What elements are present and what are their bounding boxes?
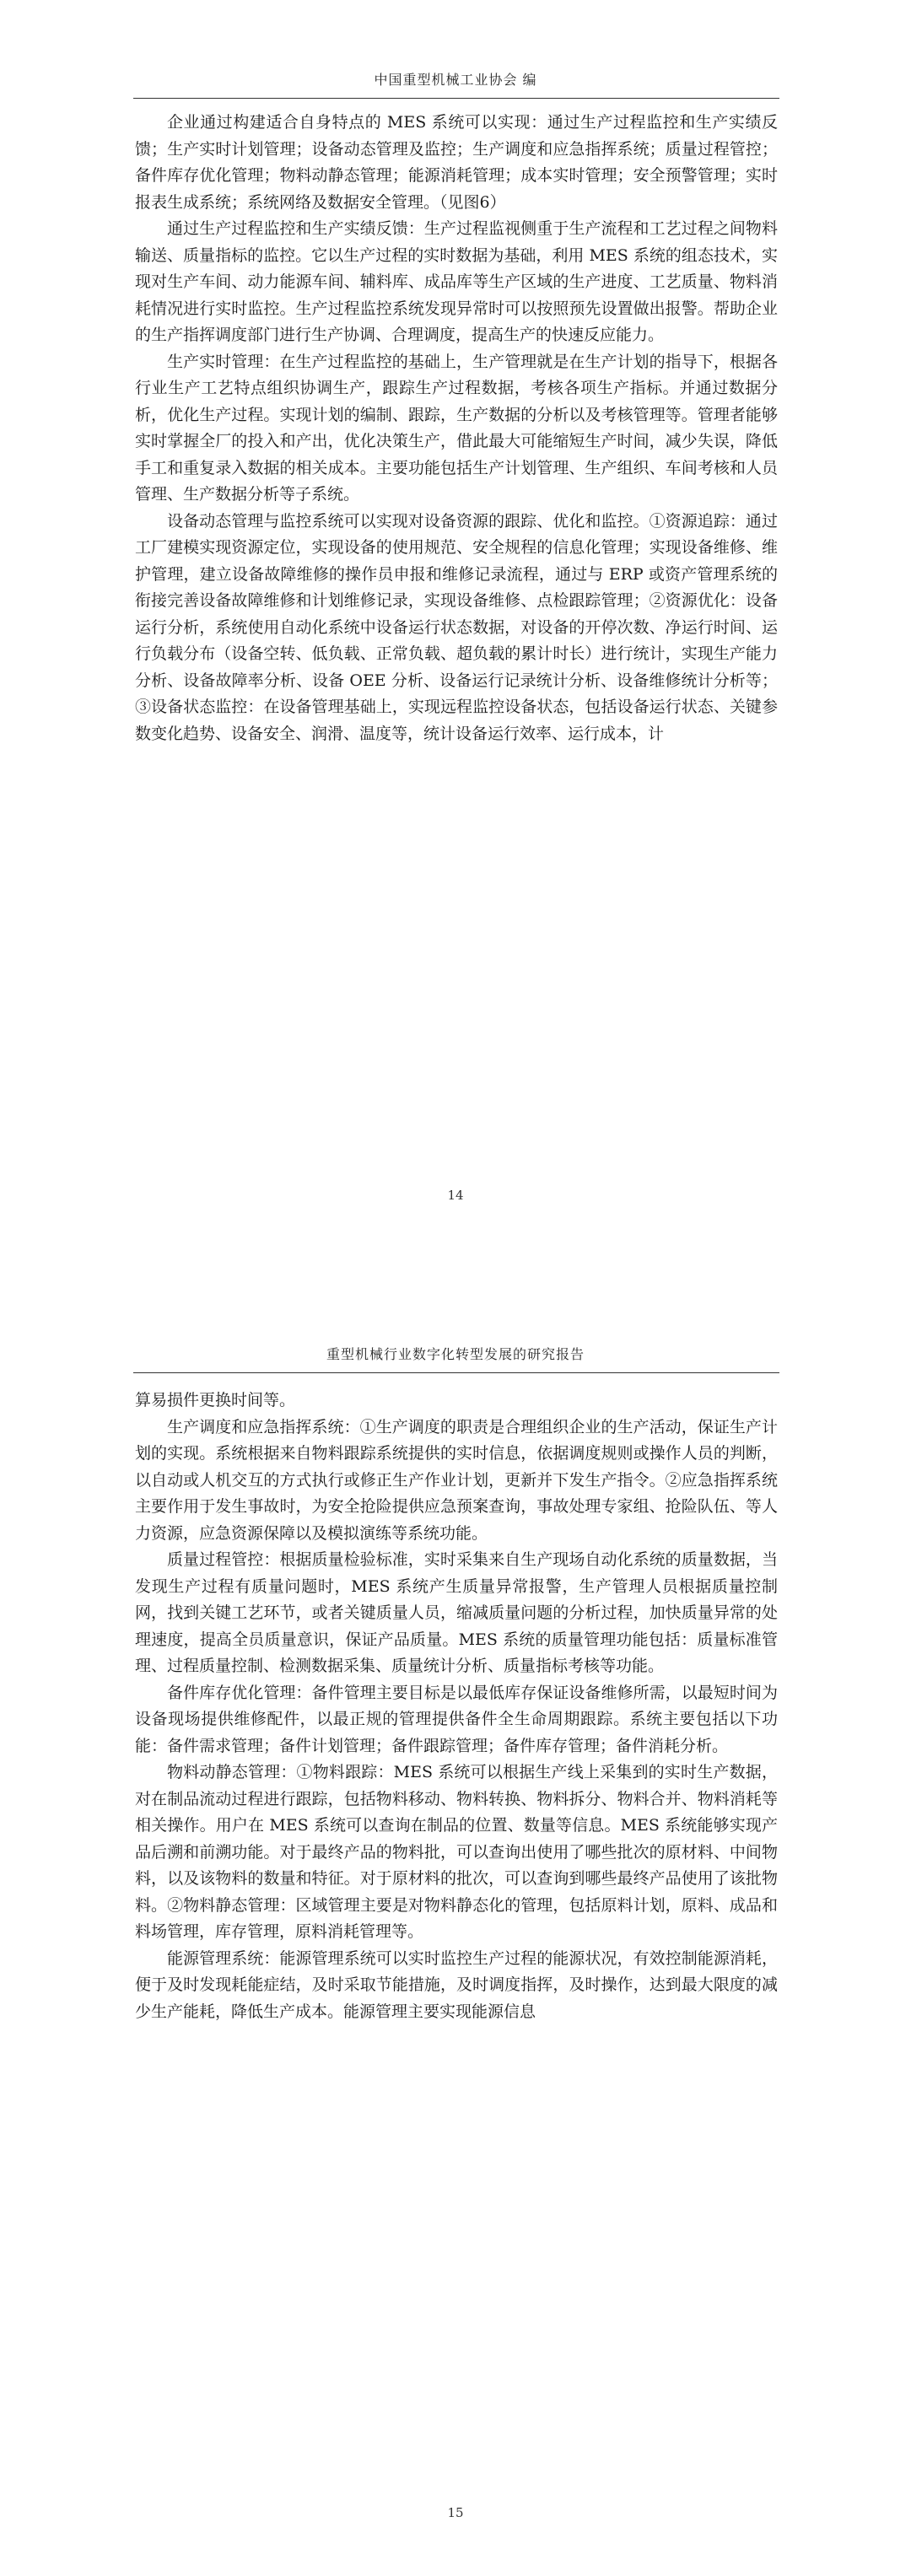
paragraph: 物料动静态管理：①物料跟踪：MES 系统可以根据生产线上采集到的实时生产数据，对在制品流动过程进行跟踪，包括物料移动、物料转换、物料拆分、物料合并、物料消耗等相关操作。用户在 MES 系统可以查询在制品的位置、数量等信息。MES 系统能够实现产品后溯和前溯功能。对于最终产品的物料批，可以查询出使用了哪些批次的原材料、中间物料，以及该物料的数量和特征。对于原材料的批次，可以查询到哪些最终产品使用了该批物料。②物料静态管理：区域管理主要是对物料静态化的管理，包括原料计划，原料、成品和料场管理，库存管理，原料消耗管理等。 xyxy=(135,1763,778,1941)
page-body xyxy=(135,110,778,747)
paragraph: 质量过程管控：根据质量检验标准，实时采集来自生产现场自动化系统的质量数据，当发现生产过程有质量问题时，MES 系统产生质量异常报警，生产管理人员根据质量控制网，找到关键工艺环节，或者关键质量人员，缩减质量问题的分析过程，加快质量异常的处理速度，提高全员质量意识，保证产品质量。MES 系统的质量管理功能包括：质量标准管理、过程质量控制、检测数据采集、质量统计分析、质量指标考核等功能。 xyxy=(135,1550,778,1675)
paragraph: 备件库存优化管理：备件管理主要目标是以最低库存保证设备维修所需，以最短时间为设备现场提供维修配件，以最正规的管理提供备件全生命周期跟踪。系统主要包括以下功能：备件需求管理；备件计划管理；备件跟踪管理；备件库存管理；备件消耗分析。 xyxy=(135,1683,778,1755)
header-rule xyxy=(133,98,779,99)
paragraph: 能源管理系统：能源管理系统可以实时监控生产过程的能源状况，有效控制能源消耗，便于及时发现耗能症结，及时采取节能措施，及时调度指挥，及时操作，达到最大限度的减少生产能耗，降低生产成本。能源管理主要实现能源信息 xyxy=(135,1948,778,2021)
continued-paragraph: 算易损件更换时间等。 xyxy=(135,1391,296,1409)
paragraph: 通过生产过程监控和生产实绩反馈：生产过程监视侧重于生产流程和工艺过程之间物料输送、质量指标的监控。它以生产过程的实时数据为基础，利用 MES 系统的组态技术，实现对生产车间、动力能源车间、辅料库、成品库等生产区域的生产进度、工艺质量、物料消耗情况进行实时监控。生产过程监控系统发现异常时可以按照预先设置做出报警。帮助企业的生产指挥调度部门进行生产协调、合理调度，提高生产的快速反应能力。 xyxy=(135,219,778,344)
page-number: 15 xyxy=(447,2505,464,2520)
paragraph: 企业通过构建适合自身特点的 MES 系统可以实现：通过生产过程监控和生产实绩反馈；生产实时计划管理；设备动态管理及监控；生产调度和应急指挥系统；质量过程管控；备件库存优化管理；物料动静态管理；能源消耗管理；成本实时管理；安全预警管理；实时报表生成系统；系统网络及数据安全管理。（见图6） xyxy=(135,113,778,212)
running-header: 重型机械行业数字化转型发展的研究报告 xyxy=(326,1346,585,1362)
paragraph: 生产实时管理：在生产过程监控的基础上，生产管理就是在生产计划的指导下，根据各行业生产工艺特点组织协调生产，跟踪生产过程数据，考核各项生产指标。并通过数据分析，优化生产过程。实现计划的编制、跟踪，生产数据的分析以及考核管理等。管理者能够实时掌握全厂的投入和产出，优化决策生产，借此最大可能缩短生产时间，减少失误，降低手工和重复录入数据的相关成本。主要功能包括生产计划管理、生产组织、车间考核和人员管理、生产数据分析等子系统。 xyxy=(135,352,778,504)
running-header: 中国重型机械工业协会 编 xyxy=(374,72,537,88)
paragraph: 生产调度和应急指挥系统：①生产调度的职责是合理组织企业的生产活动，保证生产计划的实现。系统根据来自物料跟踪系统提供的实时信息，依据调度规则或操作人员的判断，以自动或人机交互的方式执行或修正生产作业计划，更新并下发生产指令。②应急指挥系统主要作用于发生事故时，为安全抢险提供应急预案查询，事故处理专家组、抢险队伍、等人力资源，应急资源保障以及模拟演练等系统功能。 xyxy=(135,1417,778,1543)
page-number: 14 xyxy=(447,1188,464,1203)
paragraph: 设备动态管理与监控系统可以实现对设备资源的跟踪、优化和监控。①资源追踪：通过工厂建模实现资源定位，实现设备的使用规范、安全规程的信息化管理；实现设备维修、维护管理，建立设备故障维修的操作员申报和维修记录流程，通过与 ERP 或资产管理系统的衔接完善设备故障维修和计划维修记录，实现设备维修、点检跟踪管理；②资源优化：设备运行分析，系统使用自动化系统中设备运行状态数据，对设备的开停次数、净运行时间、运行负载分布（设备空转、低负载、正常负载、超负载的累计时长）进行统计，实现生产能力分析、设备故障率分析、设备 OEE 分析、设备运行记录统计分析、设备维修统计分析等；③设备状态监控：在设备管理基础上，实现远程监控设备状态，包括设备运行状态、关键参数变化趋势、设备安全、润滑、温度等，统计设备运行效率、运行成本，计 xyxy=(135,511,778,743)
page-body xyxy=(135,1388,778,2025)
document-page-15 xyxy=(0,1288,911,2576)
header-rule xyxy=(133,1372,779,1373)
